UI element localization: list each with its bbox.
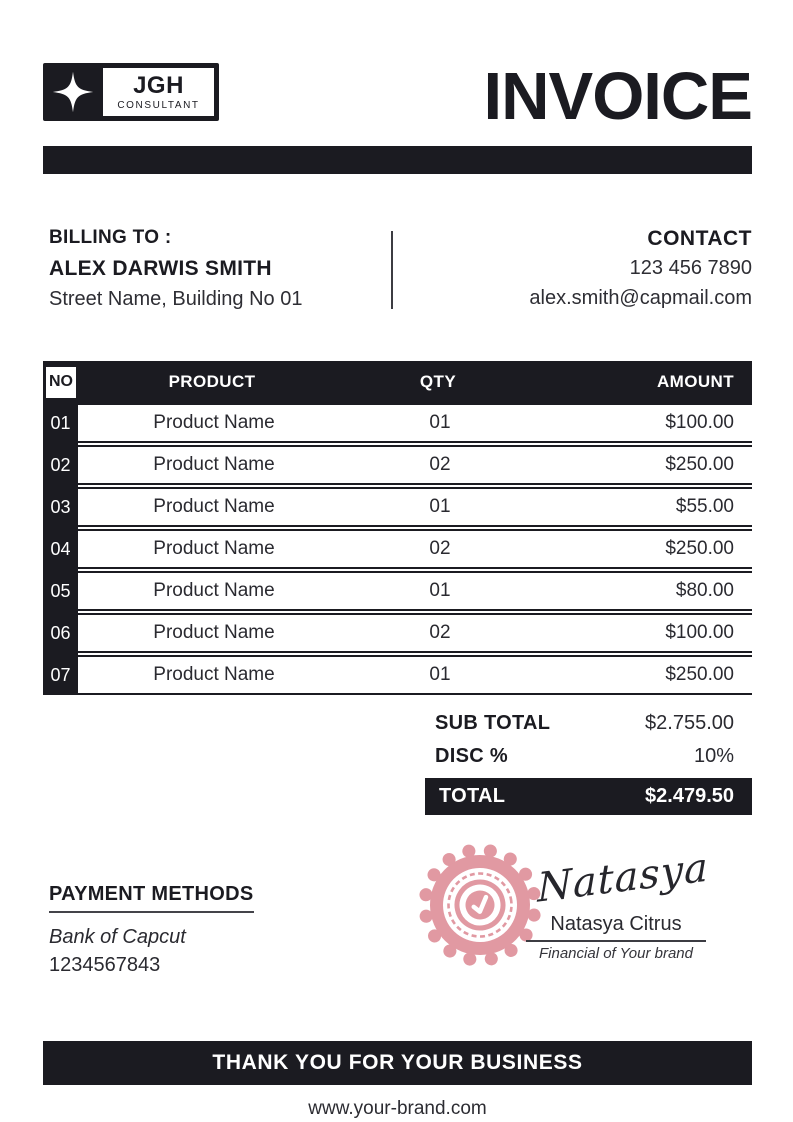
discount-row (425, 740, 752, 773)
row-number: 07 (50, 664, 71, 685)
cell-qty: 01 (429, 496, 451, 518)
table-row (43, 445, 752, 485)
invoice-header (43, 59, 752, 134)
table-row (43, 403, 752, 443)
total-value: $2.479.50 (645, 785, 734, 808)
company-logo (43, 63, 219, 121)
row-number: 01 (50, 412, 71, 433)
subtotal-row (425, 707, 752, 740)
subtotal-label: SUB TOTAL (435, 712, 551, 735)
cell-qty: 01 (429, 412, 451, 434)
payment-methods-title: PAYMENT METHODS (49, 883, 254, 913)
billing-label: BILLING TO : (49, 227, 172, 249)
column-header-amount: AMOUNT (657, 372, 734, 392)
signature-script: Natasya (536, 844, 710, 912)
cell-amount: $100.00 (665, 622, 734, 644)
footer-bar (43, 1041, 752, 1085)
table-row (43, 655, 752, 695)
contact-label: CONTACT (647, 227, 752, 251)
contact-email: alex.smith@capmail.com (529, 287, 752, 310)
total-row (425, 778, 752, 815)
page-title: INVOICE (483, 59, 752, 134)
thank-you-message: THANK YOU FOR YOUR BUSINESS (212, 1051, 583, 1075)
totals-section (425, 707, 752, 815)
row-number: 03 (50, 496, 71, 517)
sparkle-icon (43, 63, 103, 121)
cell-qty: 02 (429, 538, 451, 560)
cell-qty: 01 (429, 580, 451, 602)
website-url: www.your-brand.com (308, 1098, 487, 1120)
cell-product: Product Name (153, 664, 275, 686)
total-label: TOTAL (439, 785, 506, 808)
subtotal-value: $2.755.00 (645, 712, 734, 735)
row-number: 05 (50, 580, 71, 601)
cell-amount: $250.00 (665, 664, 734, 686)
cell-amount: $80.00 (675, 580, 734, 602)
discount-label: DISC % (435, 745, 508, 768)
logo-text-box (103, 68, 214, 116)
column-header-no: NO (46, 367, 76, 398)
cell-amount: $55.00 (675, 496, 734, 518)
items-table (43, 361, 752, 695)
cell-product: Product Name (153, 412, 275, 434)
header-divider-bar (43, 146, 752, 174)
logo-brand: JGH (133, 71, 184, 99)
row-number: 06 (50, 622, 71, 643)
table-header-row (43, 361, 752, 403)
cell-qty: 01 (429, 664, 451, 686)
cell-product: Product Name (153, 538, 275, 560)
cell-product: Product Name (153, 622, 275, 644)
table-body (43, 403, 752, 695)
table-row (43, 487, 752, 527)
cell-amount: $250.00 (665, 454, 734, 476)
signatory-name: Natasya Citrus (526, 913, 706, 942)
table-row (43, 529, 752, 569)
cell-product: Product Name (153, 496, 275, 518)
cell-product: Product Name (153, 454, 275, 476)
payment-methods-block (43, 883, 254, 983)
cell-amount: $250.00 (665, 538, 734, 560)
contact-phone: 123 456 7890 (629, 257, 752, 280)
contact-block (393, 227, 752, 311)
cell-product: Product Name (153, 580, 275, 602)
payment-bank-name: Bank of Capcut (49, 926, 186, 949)
logo-subtitle: CONSULTANT (117, 99, 200, 111)
billing-contact-section (43, 227, 752, 311)
payment-account-number: 1234567843 (49, 954, 161, 977)
discount-value: 10% (693, 745, 734, 768)
row-number: 04 (50, 538, 71, 559)
billing-name: ALEX DARWIS SMITH (49, 257, 272, 281)
table-row (43, 571, 752, 611)
table-row (43, 613, 752, 653)
signatory-role: Financial of Your brand (539, 945, 693, 963)
cell-qty: 02 (429, 454, 451, 476)
bottom-section (43, 844, 752, 983)
signature-block (458, 843, 750, 983)
column-header-product: PRODUCT (168, 372, 256, 392)
row-number: 02 (50, 454, 71, 475)
billing-address: Street Name, Building No 01 (49, 288, 303, 311)
cell-amount: $100.00 (665, 412, 734, 434)
billing-block (43, 227, 391, 311)
column-header-qty: QTY (419, 372, 457, 392)
cell-qty: 02 (429, 622, 451, 644)
